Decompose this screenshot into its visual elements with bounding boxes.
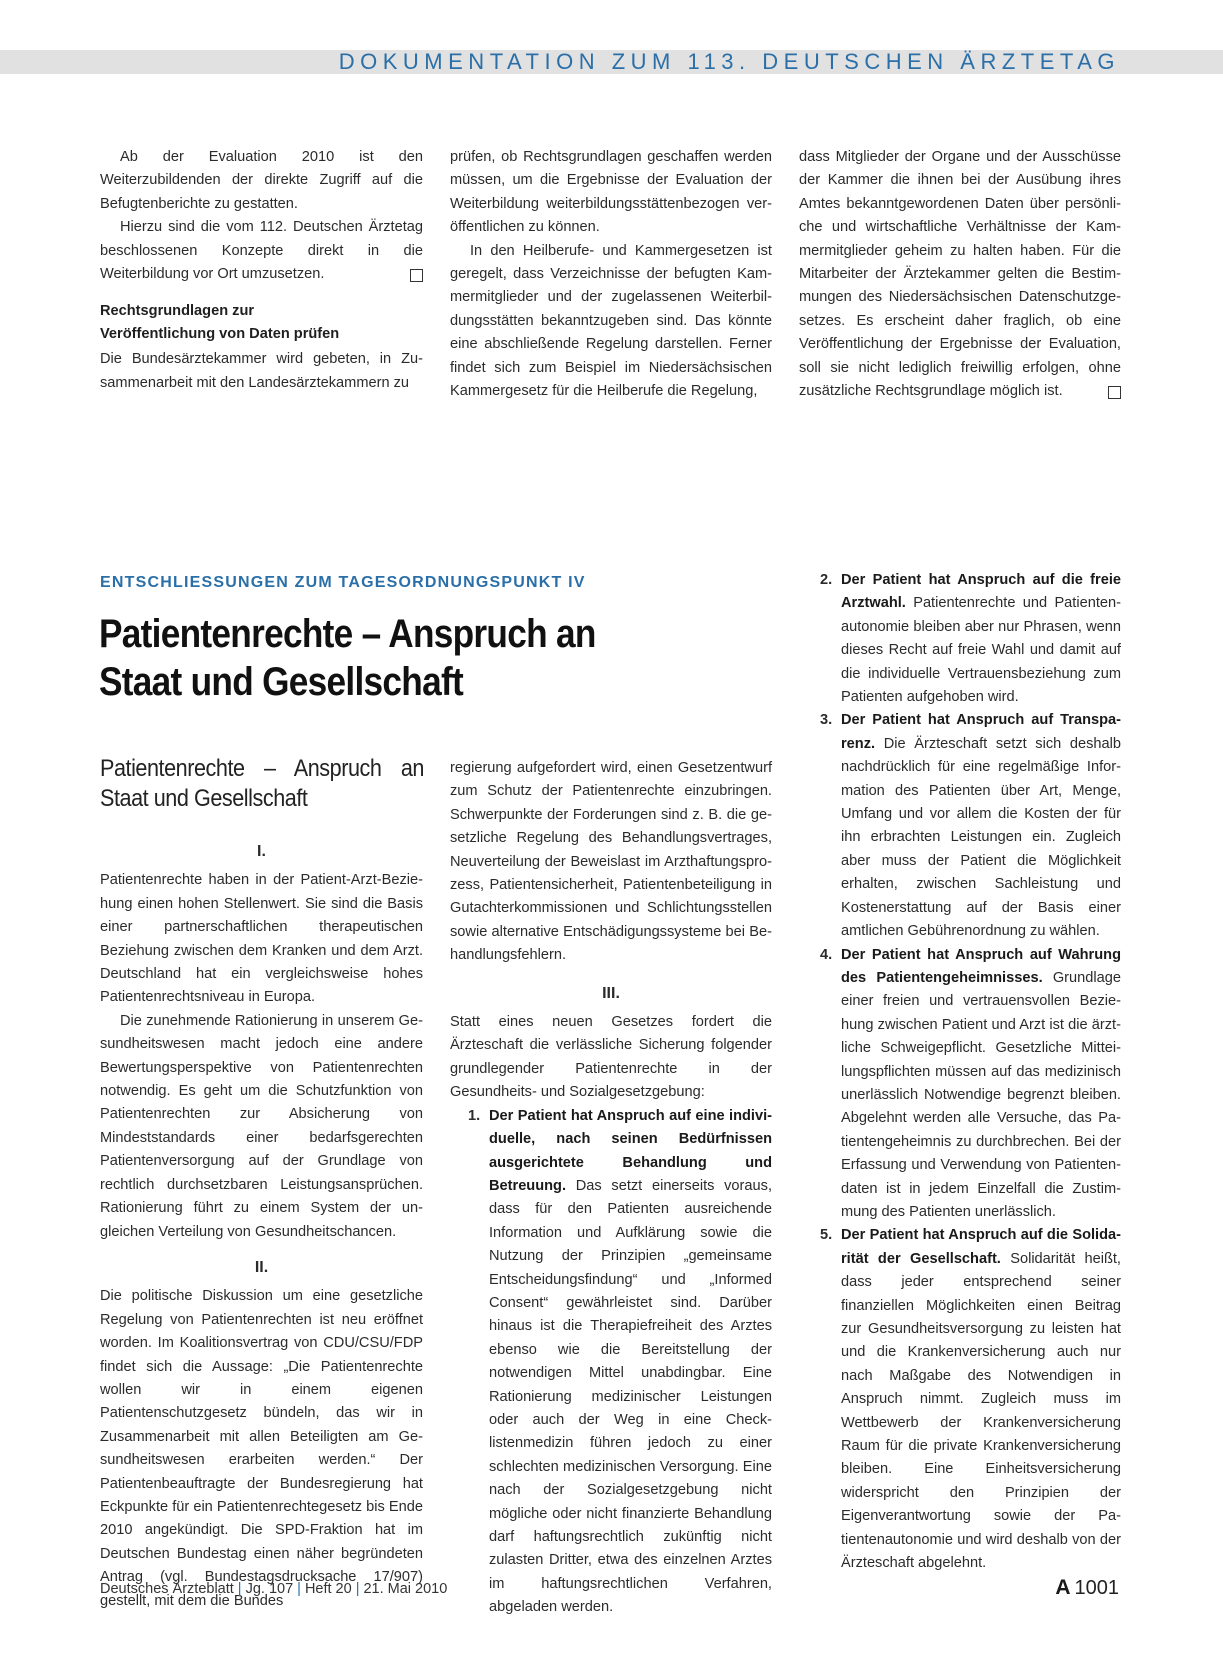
list-item: 2. Der Patient hat Anspruch auf die freie Arztwahl. Patientenrechte und Patientenautonomie bleiben aber nur Phrasen, wenn dieses Recht auf freie Wahl und damit auf die individuelle Vertrauensbeziehung zum Patienten aufgehoben wird. <box>820 572 1121 706</box>
top-column-1 <box>100 146 423 395</box>
list-item: 4. Der Patient hat Anspruch auf Wahrung des Patientengeheimnisses. Grundlage einer freien und vertrauensvollen Beziehung zwischen Patient und Arzt ist die ärztliche Schweigepflicht. Gesetzliche Mitteilungspflichten müssen auf das medizinisch unerlässlich Notwendige begrenzt bleiben. Abgelehnt werden alle Versuche, das Patientengeheimnis zu durchbrechen. Bei der Erfassung und Verwendung von Patientendaten ist in jedem Einzelfall die Zustimmung des Patienten unerlässlich. <box>820 946 1121 1220</box>
paragraph: prüfen, ob Rechtsgrundlagen geschaffen werden müssen, um die Ergebnisse der Evaluation der Weiterbildung weiterbildungsstättenbezogen veröffentlichen zu können. <box>450 149 772 236</box>
running-header: DOKUMENTATION ZUM 113. DEUTSCHEN ÄRZTETAG <box>338 49 1120 74</box>
section-number: I. <box>257 843 266 860</box>
journal-name: Deutsches Ärzteblatt <box>100 1581 234 1597</box>
footer-citation: Deutsches Ärzteblatt | Jg. 107 | Heft 20 | 21. Mai 2010 <box>100 1581 448 1597</box>
issue: Heft 20 <box>304 1581 352 1597</box>
section-number: II. <box>254 1258 269 1276</box>
section-number: III. <box>602 984 620 1002</box>
paragraph: Patientenrechte haben in der Patient-Arzt-Beziehung einen hohen Stellenwert. Sie sind die Basis einer partnerschaftlichen therapeutischen Beziehung zwischen dem Kranken und dem Arzt. Deutschland hat ein vergleichsweise hohes Patientenrechtsniveau in Europa. <box>100 872 423 1006</box>
list-item: 5. Der Patient hat Anspruch auf die Solidarität der Gesellschaft. Solidarität heißt, dass jeder entsprechend seiner finanziellen Möglichkeiten einen Beitrag zur Gesundheitsversorgung zu leisten hat und die Krankenversicherung auch nur nach Maßgabe des Notwendigen in Anspruch nimmt. Zugleich muss im Wettbewerb der Krankenversicherung Raum für die private Krankenversicherung bleiben. Eine Einheitsversicherung widerspricht den Prinzipien der Eigenverantwortung sowie der Patientenautonomie und wird deshalb von der Ärzteschaft abgelehnt. <box>820 1227 1121 1572</box>
article-column-3 <box>820 569 1121 1575</box>
article-column-2 <box>450 757 772 1620</box>
page-number: A 1001 <box>1055 1576 1119 1599</box>
list-item: 1. Der Patient hat Anspruch auf eine individuelle, nach seinen Bedürfnissen ausgerichtete Behandlung und Betreuung. Das setzt einerseits voraus, dass für den Patienten ausreichende Information und Aufklärung sowie die Nutzung der Prinzipien „gemeinsame Entscheidungsfindung“ und „Informed Consent“ gewährleistet sind. Darüber hinaus ist die Therapiefreiheit des Arztes ebenso wie die Bereitstellung der notwendigen Mittel unabdingbar. Eine Rationierung medizinischer Leistungen oder auch der Weg in eine Checklistenmedizin führen jedoch zu einer schlechten medizinischen Versorgung. Eine nach der Sozialgesetzgebung nicht mögliche oder nicht finanzierte Behandlung darf haftungsrechtlich zukünftig nicht zulasten Dritter, etwa des einzelnen Arztes im haftungsrechtlichen Verfahren, abgeladen werden. <box>468 1107 772 1616</box>
paragraph: Die zunehmende Rationierung in unserem Gesundheitswesen macht jedoch eine andere Bewertungsperspektive von Patientenrechten notwendig. Es geht um die Schutzfunktion von Patientenrechten zur Absicherung von Mindeststandards einer bedarfsgerechten Patientenversorgung auf der Grundlage von rechtlich durchsetzbaren Leistungsansprüchen. Rationierung führt zu einem System der ungleichen Verteilung von Gesundheitschancen. <box>100 1012 423 1240</box>
section-heading: Patientenrechte – Anspruch an Staat und Gesellschaft <box>100 755 424 812</box>
article-title: Patientenrechte – Anspruch an Staat und Gesellschaft <box>99 612 596 704</box>
paragraph: In den Heilberufe- und Kammergesetzen ist geregelt, dass Verzeichnisse der befugten Kammermitglieder und der zugelassenen Weiterbildungsstätten bekanntzugeben sind. Das könnte eine abschließende Regelung darstellen. Ferner findet sich zum Beispiel im Niedersächsischen Kammergesetz für die Heilberufe die Regelung, <box>450 242 772 400</box>
top-column-2 <box>450 146 772 403</box>
paragraph: Die politische Diskussion um eine gesetzliche Regelung von Patientenrechten ist neu eröffnet worden. Im Koalitionsvertrag von CDU/CSU/FDP findet sich die Aussage: „Die Patientenrechte wollen wir in einem eigenen Patientenschutzgesetz bündeln, das wir in Zusammenarbeit mit allen Beteiligten am Gesundheitswesen erarbeiten werden.“ Der Patientenbeauftragte der Bundesregierung hat Eckpunkte für ein Patientenrechtegesetz bis Ende 2010 angekündigt. Die SPD-Fraktion hat im Deutschen Bundestag einen näher begründeten Antrag (vgl. Bundestagsdrucksache 17/907) gestellt, mit dem die Bundes <box>100 1288 423 1609</box>
end-of-article-box-icon <box>410 269 423 282</box>
article-column-1 <box>100 754 423 1613</box>
paragraph: Statt eines neuen Gesetzes fordert die Ärzteschaft die verlässliche Sicherung folgender grundlegender Patientenrechte in der Gesundheits- und Sozialgesetzgebung: <box>450 1014 772 1101</box>
subheading: Rechtsgrundlagen zur Veröffentlichung von Daten prüfen <box>100 303 340 343</box>
end-of-article-box-icon <box>1108 386 1121 399</box>
paragraph: Hierzu sind die vom 112. Deutschen Ärztetag beschlossenen Konzepte direkt in die Weiterbildung vor Ort umzusetzen. <box>100 219 423 283</box>
paragraph: Ab der Evaluation 2010 ist den Weiterzubildenden der direkte Zugriff auf die Befugtenberichte zu gestatten. <box>100 149 423 212</box>
volume: Jg. 107 <box>245 1581 294 1597</box>
paragraph: regierung aufgefordert wird, einen Gesetzentwurf zum Schutz der Patientenrechte einzubringen. Schwerpunkte der Forderungen sind z. B. die gesetzliche Regelung des Behandlungsvertrages, Neuverteilung der Beweislast im Arzthaftungsprozess, Patientensicherheit, Patientenbeteiligung in Gutachterkommissionen und Schlichtungsstellen sowie alternative Entschädigungssysteme bei Behandlungsfehlern. <box>450 760 772 964</box>
top-column-3 <box>799 146 1121 403</box>
paragraph: dass Mitglieder der Organe und der Ausschüsse der Kammer die ihnen bei der Ausübung ihres Amtes bekanntgewordenen Daten über persönliche und wirtschaftliche Verhältnisse der Kammermitglieder geheim zu halten haben. Für die Mitarbeiter der Ärztekammer gelten die Bestimmungen des Niedersächsischen Datenschutzgesetzes. Es erscheint daher fraglich, ob eine Veröffentlichung der Ergebnisse der Evaluation, soll sie nicht lediglich freiwillig erfolgen, ohne zusätzliche Rechtsgrundlage möglich ist. <box>799 149 1121 400</box>
list-item: 3. Der Patient hat Anspruch auf Transparenz. Die Ärzteschaft setzt sich deshalb nachdrücklich für eine regelmäßige Information des Patienten über Art, Menge, Umfang und vor allem die Kosten der für ihn erbrachten Leistungen ein. Zugleich aber muss der Patient die Möglichkeit erhalten, zwischen Sachleistung und Kostenerstattung auf der Basis einer amtlichen Gebührenordnung zu wählen. <box>820 712 1121 940</box>
date: 21. Mai 2010 <box>363 1581 448 1597</box>
paragraph: Die Bundesärztekammer wird gebeten, in Zusammenarbeit mit den Landesärztekammern zu <box>100 351 423 391</box>
article-kicker: ENTSCHLIESSUNGEN ZUM TAGESORDNUNGSPUNKT IV <box>100 574 586 591</box>
